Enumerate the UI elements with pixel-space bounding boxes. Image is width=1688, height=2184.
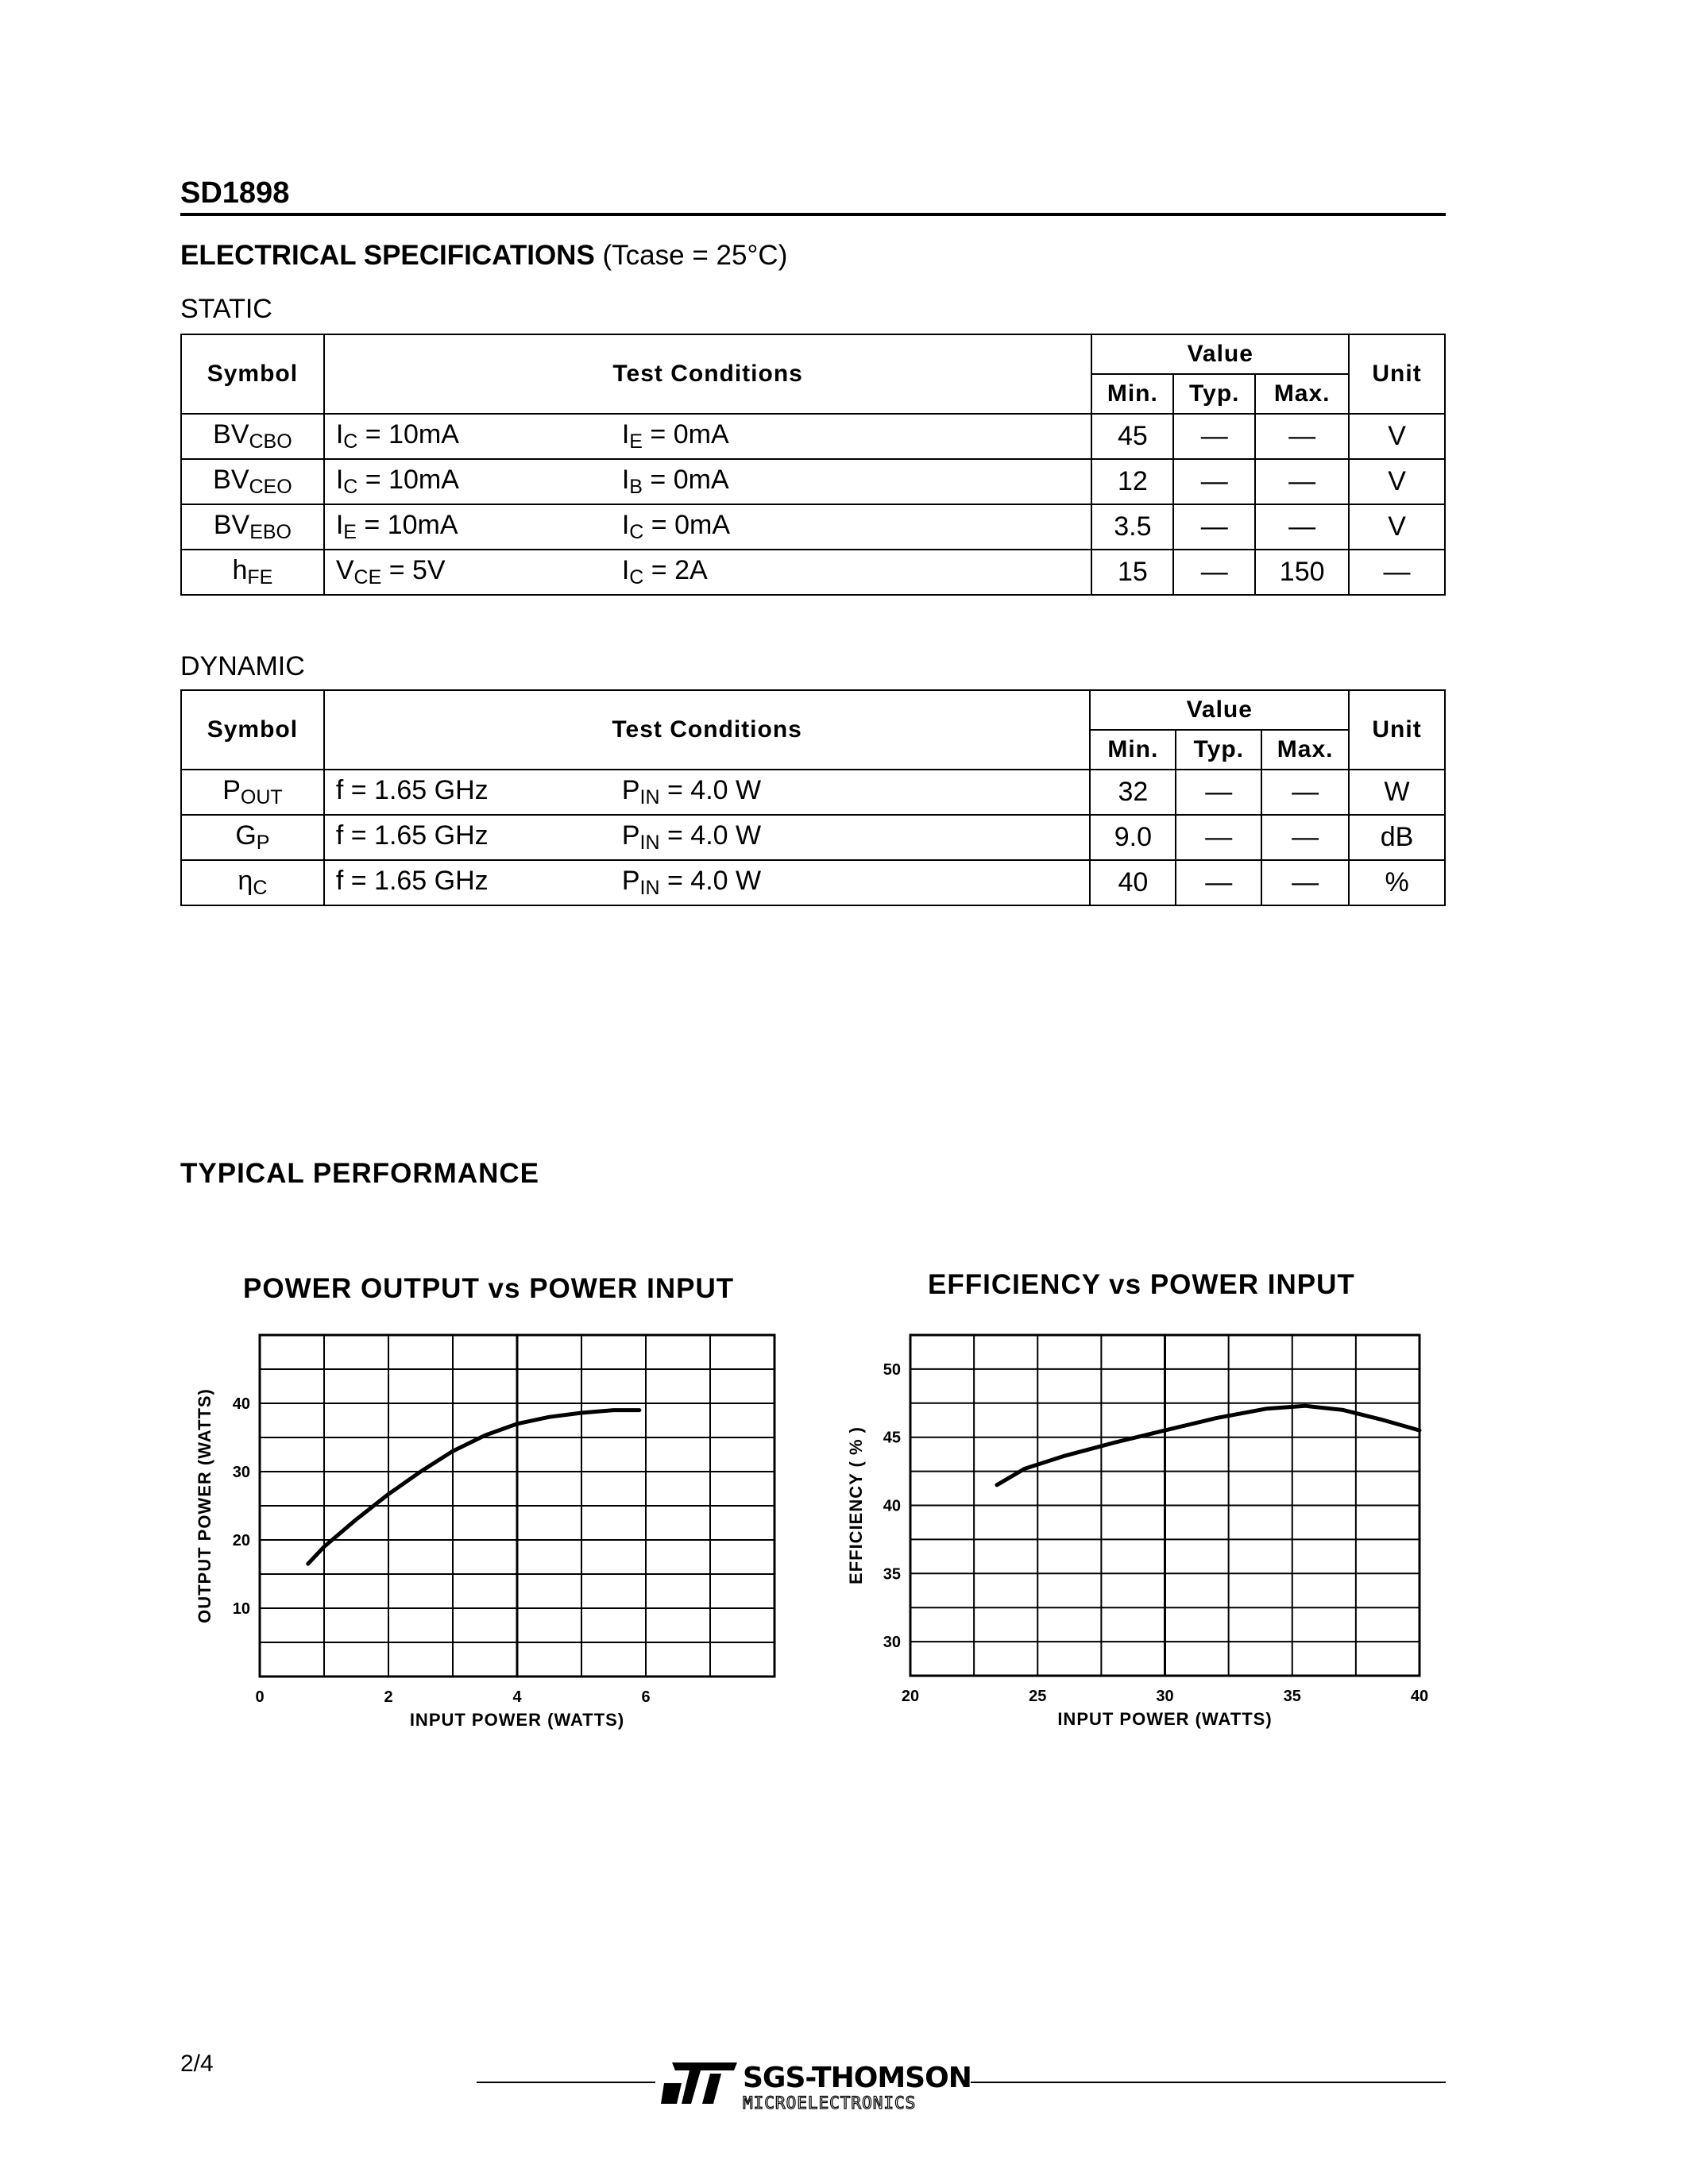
cond1-val: = 5V xyxy=(381,555,446,585)
spec-condition: (Tcase = 25°C) xyxy=(602,240,788,271)
footer-rule-right xyxy=(971,2082,1446,2083)
min-value: 15 xyxy=(1117,557,1148,587)
cond2-sub: IN xyxy=(639,877,660,899)
dynamic-label: DYNAMIC xyxy=(180,651,305,681)
x-tick-label: 6 xyxy=(641,1688,651,1706)
cond1-sub: C xyxy=(343,476,358,498)
cond2-val: = 4.0 W xyxy=(659,775,762,805)
min-value: 32 xyxy=(1118,777,1149,807)
unit-value: V xyxy=(1388,421,1406,451)
series-line xyxy=(308,1410,639,1565)
cond2-val: = 0mA xyxy=(643,510,731,540)
cond1-var: V xyxy=(335,555,354,585)
col-value: Value xyxy=(1090,690,1349,730)
col-value: Value xyxy=(1091,334,1349,374)
cond1-sub: E xyxy=(343,521,357,543)
max-value: — xyxy=(1288,466,1316,496)
col-min: Min. xyxy=(1090,730,1176,770)
cond2-val: = 0mA xyxy=(642,419,729,450)
cond2-var: I xyxy=(621,419,630,450)
spec-title: ELECTRICAL SPECIFICATIONS xyxy=(180,240,595,271)
max-value: 150 xyxy=(1279,557,1325,587)
symbol-sub: CEO xyxy=(249,476,292,498)
cond1-val: = 10mA xyxy=(357,419,459,450)
min-value: 40 xyxy=(1118,867,1149,897)
y-tick-label: 35 xyxy=(883,1565,901,1584)
symbol: G xyxy=(235,820,257,851)
y-axis-label: EFFICIENCY ( % ) xyxy=(846,1426,866,1584)
x-tick-label: 2 xyxy=(384,1688,393,1706)
unit-value: V xyxy=(1388,466,1406,496)
unit-value: % xyxy=(1385,867,1409,897)
y-tick-label: 30 xyxy=(883,1634,901,1652)
symbol: η xyxy=(238,866,253,896)
x-tick-label: 0 xyxy=(255,1688,265,1706)
cond1-sub: C xyxy=(343,430,358,453)
col-max: Max. xyxy=(1261,730,1349,770)
symbol: BV xyxy=(213,510,250,540)
cond2-sub: IN xyxy=(639,832,660,854)
col-test-conditions: Test Conditions xyxy=(324,690,1091,770)
chart2-title: EFFICIENCY vs POWER INPUT xyxy=(928,1269,1355,1300)
col-symbol: Symbol xyxy=(181,690,324,770)
symbol-sub: FE xyxy=(247,566,273,588)
cond2-sub: B xyxy=(629,476,643,498)
y-tick-label: 20 xyxy=(232,1532,250,1549)
typical-performance-title: TYPICAL PERFORMANCE xyxy=(180,1158,539,1189)
max-value: — xyxy=(1288,421,1316,451)
unit-value: dB xyxy=(1380,822,1414,852)
col-typ: Typ. xyxy=(1176,730,1261,770)
min-value: 45 xyxy=(1117,421,1148,451)
footer-rule-left xyxy=(477,2082,655,2083)
typ-value: — xyxy=(1205,777,1233,807)
typ-value: — xyxy=(1200,421,1228,451)
cond1-val: f = 1.65 GHz xyxy=(335,775,489,805)
y-tick-label: 45 xyxy=(883,1429,901,1447)
x-tick-label: 4 xyxy=(512,1688,522,1706)
cond2-sub: IN xyxy=(639,786,660,808)
cond1-val: f = 1.65 GHz xyxy=(335,820,489,851)
cond2-var: I xyxy=(621,465,630,495)
x-axis-label: INPUT POWER (WATTS) xyxy=(1057,1709,1273,1729)
symbol-sub: EBO xyxy=(249,521,292,543)
st-logo-icon xyxy=(661,2059,740,2107)
min-value: 9.0 xyxy=(1114,822,1152,852)
static-label: STATIC xyxy=(180,294,272,324)
cond1-var: I xyxy=(335,419,344,450)
x-tick-label: 25 xyxy=(1029,1688,1047,1705)
page-number: 2/4 xyxy=(180,2051,214,2077)
brand-subname: MICROELECTRONICS xyxy=(743,2093,917,2113)
cond2-sub: C xyxy=(629,566,644,588)
typ-value: — xyxy=(1205,822,1233,852)
x-tick-label: 40 xyxy=(1410,1688,1429,1705)
col-unit: Unit xyxy=(1349,690,1445,770)
x-tick-label: 30 xyxy=(1156,1688,1174,1705)
y-tick-label: 40 xyxy=(883,1497,901,1515)
x-axis-label: INPUT POWER (WATTS) xyxy=(409,1710,625,1730)
cond2-var: P xyxy=(621,775,640,805)
symbol: h xyxy=(232,555,248,585)
cond2-val: = 4.0 W xyxy=(659,820,762,851)
col-min: Min. xyxy=(1091,374,1173,414)
y-tick-label: 30 xyxy=(232,1464,250,1481)
cond2-var: P xyxy=(621,820,640,851)
max-value: — xyxy=(1292,777,1319,807)
col-symbol: Symbol xyxy=(181,334,324,414)
x-tick-label: 35 xyxy=(1283,1688,1301,1705)
cond2-var: P xyxy=(621,866,640,896)
y-axis-label: OUTPUT POWER (WATTS) xyxy=(195,1388,214,1623)
cond1-var: I xyxy=(335,465,344,495)
col-unit: Unit xyxy=(1349,334,1445,414)
col-max: Max. xyxy=(1255,374,1349,414)
cond2-var: I xyxy=(621,510,630,540)
cond2-var: I xyxy=(621,555,630,585)
y-tick-label: 50 xyxy=(883,1360,901,1379)
cond2-sub: E xyxy=(629,430,643,453)
cond1-val: f = 1.65 GHz xyxy=(335,866,489,896)
unit-value: V xyxy=(1388,511,1406,542)
cond1-var: I xyxy=(335,510,344,540)
col-typ: Typ. xyxy=(1173,374,1255,414)
y-tick-label: 40 xyxy=(232,1395,250,1413)
symbol: P xyxy=(222,775,241,805)
symbol-sub: CBO xyxy=(249,430,292,453)
col-test-conditions: Test Conditions xyxy=(324,334,1092,414)
max-value: — xyxy=(1292,822,1319,852)
chart1-title: POWER OUTPUT vs POWER INPUT xyxy=(243,1273,735,1304)
min-value: 12 xyxy=(1117,466,1148,496)
cond1-val: = 10mA xyxy=(356,510,458,540)
cond1-val: = 10mA xyxy=(357,465,459,495)
max-value: — xyxy=(1292,867,1319,897)
cond2-val: = 4.0 W xyxy=(659,866,762,896)
x-tick-label: 20 xyxy=(901,1688,920,1705)
typ-value: — xyxy=(1200,466,1228,496)
symbol: BV xyxy=(213,465,249,495)
symbol: BV xyxy=(213,419,249,450)
symbol-sub: OUT xyxy=(240,786,283,808)
min-value: 3.5 xyxy=(1114,511,1152,542)
unit-value: — xyxy=(1383,557,1411,587)
cond2-val: = 0mA xyxy=(642,465,729,495)
symbol-sub: C xyxy=(253,877,268,899)
cond2-val: = 2A xyxy=(643,555,708,585)
brand-name: SGS-THOMSON xyxy=(743,2062,971,2094)
max-value: — xyxy=(1288,511,1316,542)
typ-value: — xyxy=(1200,511,1228,542)
part-number: SD1898 xyxy=(180,176,290,210)
cond2-sub: C xyxy=(629,521,644,543)
symbol-sub: P xyxy=(256,832,270,854)
y-tick-label: 10 xyxy=(232,1600,250,1618)
cond1-sub: CE xyxy=(353,566,382,588)
typ-value: — xyxy=(1205,867,1233,897)
typ-value: — xyxy=(1200,557,1228,587)
unit-value: W xyxy=(1384,777,1410,807)
